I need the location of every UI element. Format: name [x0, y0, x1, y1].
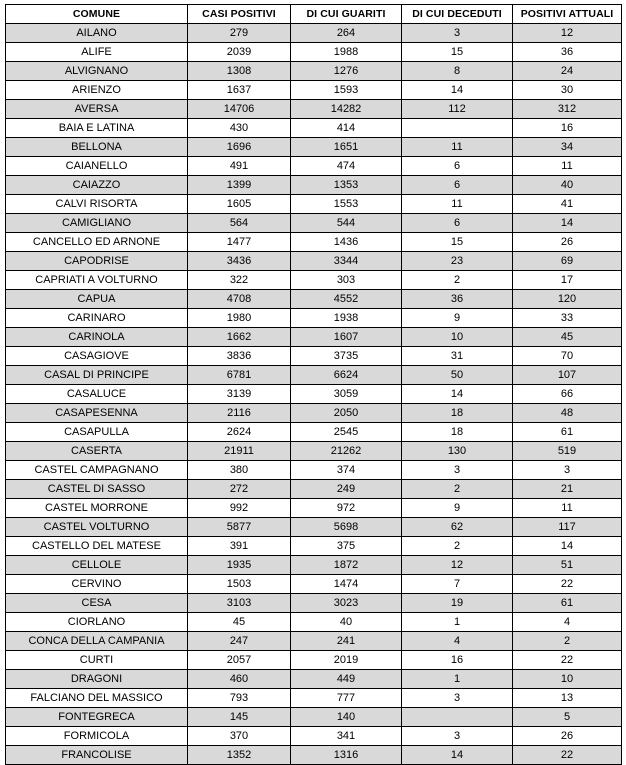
cell-value: 24	[513, 62, 622, 81]
cell-value: 50	[402, 366, 513, 385]
table-row	[6, 233, 622, 252]
cell-comune: CONCA DELLA CAMPANIA	[6, 632, 188, 651]
cell-value: 14706	[188, 100, 291, 119]
cell-value: 1436	[291, 233, 402, 252]
cell-value: 3139	[188, 385, 291, 404]
table-row	[6, 746, 622, 765]
cell-value: 1696	[188, 138, 291, 157]
cell-value: 3059	[291, 385, 402, 404]
cell-value: 312	[513, 100, 622, 119]
cell-value: 430	[188, 119, 291, 138]
cell-value: 66	[513, 385, 622, 404]
table-row	[6, 689, 622, 708]
cell-value: 6624	[291, 366, 402, 385]
cell-value: 12	[402, 556, 513, 575]
table-row	[6, 309, 622, 328]
cell-value: 51	[513, 556, 622, 575]
cell-value: 11	[513, 157, 622, 176]
cell-comune: AVERSA	[6, 100, 188, 119]
cell-value: 2	[402, 537, 513, 556]
cell-value: 3	[402, 727, 513, 746]
cell-value: 391	[188, 537, 291, 556]
table-row	[6, 214, 622, 233]
cell-value: 2	[402, 480, 513, 499]
cell-comune: CAPODRISE	[6, 252, 188, 271]
table-row	[6, 138, 622, 157]
cell-value: 23	[402, 252, 513, 271]
cell-comune: CAPRIATI A VOLTURNO	[6, 271, 188, 290]
cell-value: 264	[291, 24, 402, 43]
table-row	[6, 62, 622, 81]
cell-value: 564	[188, 214, 291, 233]
cell-value: 130	[402, 442, 513, 461]
cell-value: 21262	[291, 442, 402, 461]
column-header-di-cui-guariti: DI CUI GUARITI	[291, 5, 402, 24]
cell-comune: CASTEL VOLTURNO	[6, 518, 188, 537]
cell-value: 1	[402, 670, 513, 689]
cell-value: 18	[402, 404, 513, 423]
cell-value: 4	[513, 613, 622, 632]
table-row	[6, 499, 622, 518]
cell-comune: CASAGIOVE	[6, 347, 188, 366]
cell-value: 370	[188, 727, 291, 746]
table-header-row	[6, 5, 622, 24]
table-row	[6, 404, 622, 423]
cell-value: 1316	[291, 746, 402, 765]
cell-value: 449	[291, 670, 402, 689]
cell-value: 14	[513, 537, 622, 556]
cell-value: 69	[513, 252, 622, 271]
cell-value: 61	[513, 423, 622, 442]
cell-value: 41	[513, 195, 622, 214]
table-row	[6, 347, 622, 366]
cell-value: 26	[513, 727, 622, 746]
cell-value	[402, 708, 513, 727]
cell-comune: FORMICOLA	[6, 727, 188, 746]
cell-value: 303	[291, 271, 402, 290]
cell-comune: CARINOLA	[6, 328, 188, 347]
cell-value: 414	[291, 119, 402, 138]
cell-value: 1308	[188, 62, 291, 81]
cell-value: 48	[513, 404, 622, 423]
cell-value: 272	[188, 480, 291, 499]
cell-value: 19	[402, 594, 513, 613]
cell-value: 120	[513, 290, 622, 309]
cell-value: 1605	[188, 195, 291, 214]
cell-comune: ALIFE	[6, 43, 188, 62]
covid-municipality-table	[5, 4, 622, 765]
cell-value: 70	[513, 347, 622, 366]
cell-comune: DRAGONI	[6, 670, 188, 689]
cell-value: 31	[402, 347, 513, 366]
cell-value: 1935	[188, 556, 291, 575]
cell-value: 6781	[188, 366, 291, 385]
table-row	[6, 556, 622, 575]
table-row	[6, 157, 622, 176]
cell-value: 544	[291, 214, 402, 233]
cell-value: 145	[188, 708, 291, 727]
cell-value: 4	[402, 632, 513, 651]
cell-value: 1399	[188, 176, 291, 195]
cell-value: 1276	[291, 62, 402, 81]
cell-comune: ALVIGNANO	[6, 62, 188, 81]
table-row	[6, 727, 622, 746]
cell-value: 62	[402, 518, 513, 537]
cell-value: 474	[291, 157, 402, 176]
cell-value: 992	[188, 499, 291, 518]
table-row	[6, 100, 622, 119]
cell-value: 375	[291, 537, 402, 556]
cell-value: 3023	[291, 594, 402, 613]
cell-comune: CASALUCE	[6, 385, 188, 404]
cell-value: 1938	[291, 309, 402, 328]
cell-value: 1474	[291, 575, 402, 594]
cell-value: 793	[188, 689, 291, 708]
cell-comune: CASTELLO DEL MATESE	[6, 537, 188, 556]
cell-value: 3	[402, 24, 513, 43]
cell-value: 14282	[291, 100, 402, 119]
column-header-di-cui-deceduti: DI CUI DECEDUTI	[402, 5, 513, 24]
cell-value: 3103	[188, 594, 291, 613]
cell-comune: CAMIGLIANO	[6, 214, 188, 233]
cell-value: 15	[402, 233, 513, 252]
cell-value: 14	[402, 81, 513, 100]
cell-value: 5698	[291, 518, 402, 537]
cell-value: 40	[291, 613, 402, 632]
cell-value: 30	[513, 81, 622, 100]
cell-value: 9	[402, 309, 513, 328]
cell-value: 1	[402, 613, 513, 632]
cell-value: 249	[291, 480, 402, 499]
cell-value: 21911	[188, 442, 291, 461]
cell-value: 3836	[188, 347, 291, 366]
cell-value: 241	[291, 632, 402, 651]
cell-value: 2116	[188, 404, 291, 423]
cell-value: 1980	[188, 309, 291, 328]
cell-value: 6	[402, 157, 513, 176]
cell-value: 12	[513, 24, 622, 43]
cell-value: 8	[402, 62, 513, 81]
cell-value: 1352	[188, 746, 291, 765]
cell-value: 3436	[188, 252, 291, 271]
cell-value: 14	[402, 385, 513, 404]
table-row	[6, 461, 622, 480]
table-row	[6, 613, 622, 632]
cell-comune: CARINARO	[6, 309, 188, 328]
cell-value: 107	[513, 366, 622, 385]
cell-comune: CAPUA	[6, 290, 188, 309]
cell-comune: CASTEL CAMPAGNANO	[6, 461, 188, 480]
cell-comune: CASERTA	[6, 442, 188, 461]
table-row	[6, 708, 622, 727]
column-header-casi-positivi: CASI POSITIVI	[188, 5, 291, 24]
cell-comune: CASAPULLA	[6, 423, 188, 442]
cell-value: 2039	[188, 43, 291, 62]
cell-value: 15	[402, 43, 513, 62]
cell-comune: BAIA E LATINA	[6, 119, 188, 138]
cell-comune: CANCELLO ED ARNONE	[6, 233, 188, 252]
cell-value: 1607	[291, 328, 402, 347]
cell-value: 3735	[291, 347, 402, 366]
column-header-comune: COMUNE	[6, 5, 188, 24]
cell-comune: AILANO	[6, 24, 188, 43]
cell-value: 1662	[188, 328, 291, 347]
cell-value: 45	[188, 613, 291, 632]
table-row	[6, 518, 622, 537]
cell-comune: CASAL DI PRINCIPE	[6, 366, 188, 385]
cell-value: 777	[291, 689, 402, 708]
cell-value: 3344	[291, 252, 402, 271]
cell-value: 22	[513, 746, 622, 765]
table-row	[6, 195, 622, 214]
cell-comune: CAIAZZO	[6, 176, 188, 195]
cell-value: 1988	[291, 43, 402, 62]
table-row	[6, 537, 622, 556]
cell-value: 7	[402, 575, 513, 594]
table-row	[6, 24, 622, 43]
table-body	[6, 24, 622, 765]
cell-value: 6	[402, 214, 513, 233]
cell-value: 36	[513, 43, 622, 62]
cell-value: 17	[513, 271, 622, 290]
cell-comune: ARIENZO	[6, 81, 188, 100]
table-row	[6, 119, 622, 138]
cell-value: 491	[188, 157, 291, 176]
table-row	[6, 176, 622, 195]
cell-value: 61	[513, 594, 622, 613]
cell-value: 33	[513, 309, 622, 328]
table-row	[6, 252, 622, 271]
cell-comune: CASTEL MORRONE	[6, 499, 188, 518]
cell-value: 22	[513, 651, 622, 670]
cell-value: 18	[402, 423, 513, 442]
cell-value: 117	[513, 518, 622, 537]
cell-value: 11	[513, 499, 622, 518]
cell-value: 13	[513, 689, 622, 708]
cell-value: 1651	[291, 138, 402, 157]
cell-value: 14	[513, 214, 622, 233]
cell-value: 14	[402, 746, 513, 765]
cell-comune: FONTEGRECA	[6, 708, 188, 727]
table-row	[6, 442, 622, 461]
cell-comune: CERVINO	[6, 575, 188, 594]
table-row	[6, 328, 622, 347]
cell-comune: CASTEL DI SASSO	[6, 480, 188, 499]
cell-value: 4552	[291, 290, 402, 309]
cell-value: 2	[513, 632, 622, 651]
cell-comune: CAIANELLO	[6, 157, 188, 176]
cell-value: 9	[402, 499, 513, 518]
column-header-positivi-attuali: POSITIVI ATTUALI	[513, 5, 622, 24]
cell-value: 40	[513, 176, 622, 195]
cell-value: 45	[513, 328, 622, 347]
cell-value: 112	[402, 100, 513, 119]
cell-value: 3	[402, 461, 513, 480]
cell-value: 140	[291, 708, 402, 727]
table-row	[6, 43, 622, 62]
cell-value: 10	[402, 328, 513, 347]
cell-value: 4708	[188, 290, 291, 309]
cell-value: 1593	[291, 81, 402, 100]
table-row	[6, 480, 622, 499]
cell-comune: CURTI	[6, 651, 188, 670]
cell-value: 3	[402, 689, 513, 708]
cell-value: 2019	[291, 651, 402, 670]
table-row	[6, 651, 622, 670]
cell-value: 460	[188, 670, 291, 689]
cell-value: 247	[188, 632, 291, 651]
cell-comune: CESA	[6, 594, 188, 613]
cell-value: 1872	[291, 556, 402, 575]
table-row	[6, 366, 622, 385]
table-row	[6, 632, 622, 651]
cell-value	[402, 119, 513, 138]
cell-value: 1503	[188, 575, 291, 594]
table-row	[6, 81, 622, 100]
cell-value: 2057	[188, 651, 291, 670]
cell-value: 374	[291, 461, 402, 480]
cell-comune: CIORLANO	[6, 613, 188, 632]
cell-value: 972	[291, 499, 402, 518]
cell-value: 21	[513, 480, 622, 499]
cell-value: 380	[188, 461, 291, 480]
cell-value: 10	[513, 670, 622, 689]
table-row	[6, 290, 622, 309]
cell-value: 26	[513, 233, 622, 252]
cell-value: 519	[513, 442, 622, 461]
table-row	[6, 385, 622, 404]
cell-value: 3	[513, 461, 622, 480]
cell-value: 6	[402, 176, 513, 195]
cell-value: 34	[513, 138, 622, 157]
cell-value: 2	[402, 271, 513, 290]
cell-value: 279	[188, 24, 291, 43]
cell-value: 2624	[188, 423, 291, 442]
table-row	[6, 670, 622, 689]
cell-comune: FRANCOLISE	[6, 746, 188, 765]
cell-value: 11	[402, 195, 513, 214]
cell-comune: CASAPESENNA	[6, 404, 188, 423]
cell-value: 16	[402, 651, 513, 670]
cell-value: 1353	[291, 176, 402, 195]
cell-comune: FALCIANO DEL MASSICO	[6, 689, 188, 708]
table-row	[6, 594, 622, 613]
cell-value: 1553	[291, 195, 402, 214]
cell-value: 2545	[291, 423, 402, 442]
cell-value: 5877	[188, 518, 291, 537]
cell-value: 22	[513, 575, 622, 594]
cell-comune: CALVI RISORTA	[6, 195, 188, 214]
cell-value: 341	[291, 727, 402, 746]
cell-value: 11	[402, 138, 513, 157]
table-row	[6, 575, 622, 594]
cell-value: 16	[513, 119, 622, 138]
cell-comune: BELLONA	[6, 138, 188, 157]
table-row	[6, 423, 622, 442]
cell-value: 322	[188, 271, 291, 290]
table-row	[6, 271, 622, 290]
cell-value: 1637	[188, 81, 291, 100]
cell-value: 5	[513, 708, 622, 727]
cell-value: 1477	[188, 233, 291, 252]
cell-comune: CELLOLE	[6, 556, 188, 575]
cell-value: 2050	[291, 404, 402, 423]
cell-value: 36	[402, 290, 513, 309]
